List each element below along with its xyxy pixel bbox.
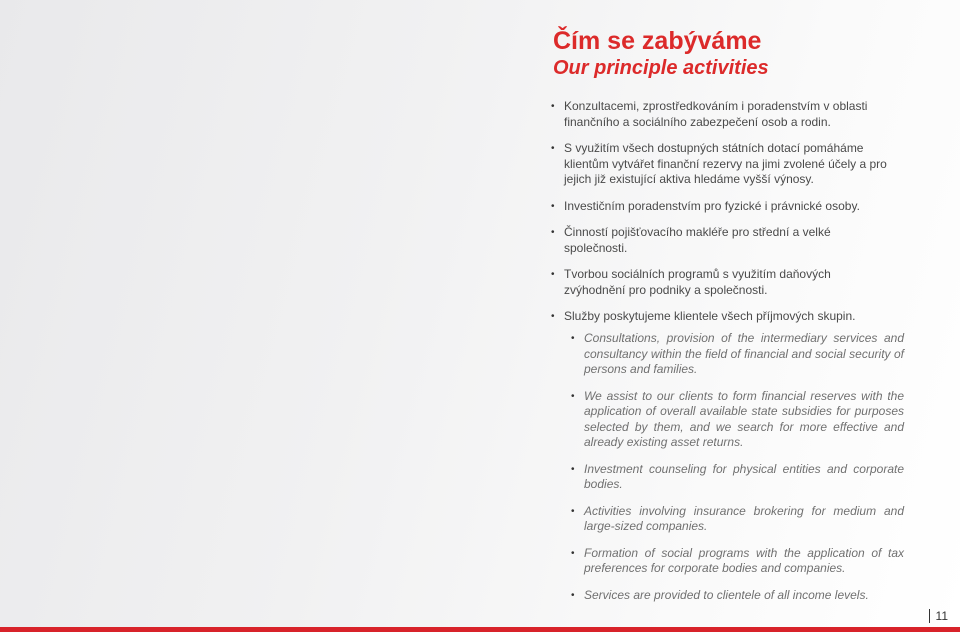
bullet-icon: • [551,200,555,212]
list-item-text: Activities involving insurance brokering for medium and large-sized companies. [584,503,904,533]
list-item [551,225,887,256]
bullet-icon: • [551,143,555,154]
activities-list-en [571,331,904,614]
bullet-icon: • [571,505,575,517]
bullet-icon: • [571,390,575,402]
bullet-icon: • [551,311,555,322]
bullet-icon: • [551,269,555,280]
page-subtitle: Our principle activities [553,57,769,79]
bullet-icon: • [571,589,575,601]
bullet-icon: • [551,227,555,238]
list-item-text: Formation of social programs with the application of tax preferences for corporate bodies and companies. [584,545,904,575]
footer-accent-line [0,627,960,632]
list-item [571,331,904,378]
page-title: Čím se zabýváme [553,27,762,55]
list-item [571,504,904,535]
list-item [571,588,904,604]
list-item-text: Činností pojišťovacího makléře pro střední a velké společnosti. [564,225,831,255]
list-item-text: Tvorbou sociálních programů s využitím daňových zvýhodnění pro podniky a společnosti. [564,267,831,297]
list-item-text: Konzultacemi, zprostředkováním i poradenstvím v oblasti finančního a sociálního zabezpečení osob a rodin. [564,99,868,129]
list-item [551,267,887,298]
list-item-text: Consultations, provision of the intermediary services and consultancy within the field of financial and social security of persons and families. [584,331,904,376]
bullet-icon: • [571,463,575,475]
bullet-icon: • [551,101,555,112]
list-item [571,462,904,493]
list-item [571,546,904,577]
list-item [551,309,887,325]
list-item [551,99,887,130]
title-block [553,26,769,80]
list-item [551,199,887,215]
list-item-text: Investičním poradenstvím pro fyzické i právnické osoby. [564,198,860,213]
bullet-icon: • [571,333,575,344]
activities-list-cz [551,99,887,336]
list-item-text: Services are provided to clientele of all income levels. [584,587,869,602]
bullet-icon: • [571,547,575,559]
list-item [551,141,887,188]
page-number: 11 [929,609,948,623]
list-item-text: Služby poskytujeme klientele všech příjmových skupin. [564,309,856,323]
list-item [571,389,904,451]
list-item-text: S využitím všech dostupných státních dotací pomáháme klientům vytvářet finanční rezervy na jimi zvolené účely a pro jejich již existující aktiva hledáme vyšší výnosy. [564,141,887,186]
list-item-text: Investment counseling for physical entities and corporate bodies. [584,461,904,491]
list-item-text: We assist to our clients to form financial reserves with the application of overall available state subsidies for purposes selected by them, and we search for more effective and already existing asset returns. [584,388,904,449]
